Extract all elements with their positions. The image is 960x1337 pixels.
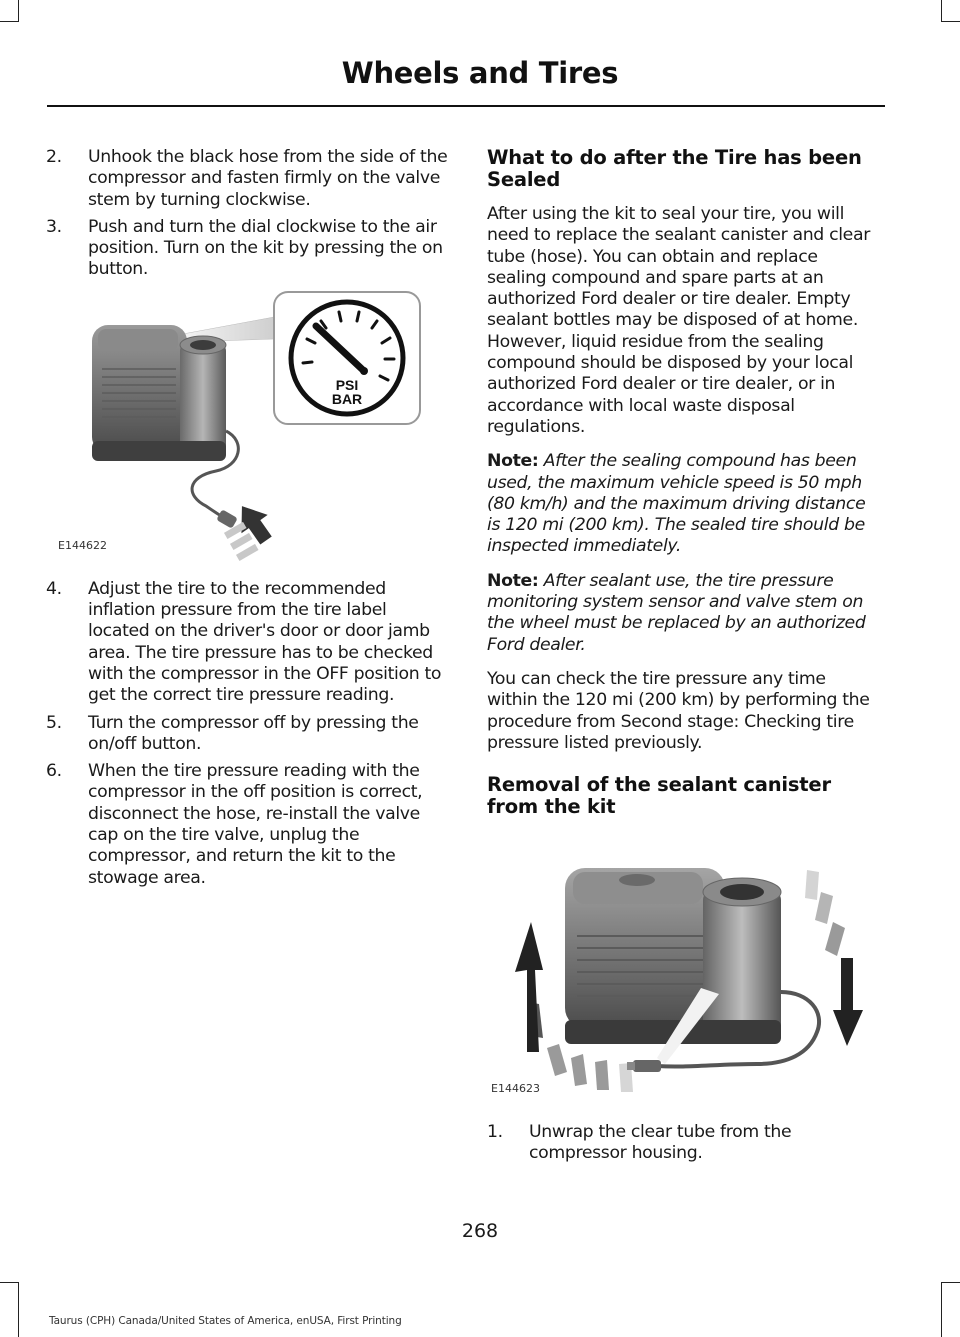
step-number: 1. [487,1122,503,1143]
figure-sealant-removal [487,852,881,1100]
figure-id: E144622 [58,538,107,552]
steps-list-right [487,1122,881,1165]
step-text: When the tire pressure reading with the compressor in the off position is correct, disconnect the hose, re-install the valve cap on the tire valve, unplug the compressor, and return the kit to the stowage area. [88,761,423,888]
list-item [46,579,448,707]
crop-mark [18,0,19,22]
gauge-bar-label: BAR [331,390,363,407]
footer-text: Taurus (CPH) Canada/United States of America, enUSA, First Printing [49,1315,402,1327]
body-paragraph: You can check the tire pressure any time within the 120 mi (200 km) by performing the procedure from Second stage: Checking tire pressure listed previously. [487,668,870,753]
steps-list-bottom [46,579,448,889]
page-title: Wheels and Tires [341,56,619,90]
compressor-gauge-illustration [46,291,446,563]
step-number: 6. [46,761,62,782]
note-label: Note: [487,451,539,472]
crop-mark [941,0,942,22]
step-number: 3. [46,216,62,237]
list-item [46,147,448,211]
crop-mark [18,1282,19,1337]
gauge-psi-label: PSI [335,376,359,393]
page-number: 268 [461,1220,499,1242]
steps-list-top [46,147,448,281]
section-heading: What to do after the Tire has been Sealed [487,146,862,191]
body-paragraph: After using the kit to seal your tire, you will need to replace the sealant canister and clear tube (hose). You can obtain and replace sealing compound and spare parts at an authorized Ford dealer or tire dealer. Empty sealant bottles may be disposed of at home. However, liquid residue from the sealing compound should be disposed by your local authorized Ford dealer or tire dealer, or in accordance with local waste disposal regulations. [487,204,870,437]
crop-mark [0,1282,19,1283]
list-item [46,713,448,756]
step-number: 4. [46,578,62,599]
figure-compressor-gauge [46,291,446,563]
left-column [46,147,448,895]
section-heading: Removal of the sealant canister from the kit [487,773,831,819]
sealant-removal-illustration [487,852,881,1100]
note-text: After sealant use, the tire pressure monitoring system sensor and valve stem on the wheel must be replaced by an authorized Ford dealer. [487,570,866,655]
step-text: Turn the compressor off by pressing the on/off button. [88,712,419,754]
note-label: Note: [487,570,539,591]
crop-mark [941,1282,942,1337]
step-text: Unwrap the clear tube from the compressor housing. [529,1122,792,1164]
step-text: Push and turn the dial clockwise to the air position. Turn on the kit by pressing the on button. [88,216,443,280]
crop-mark [941,1282,960,1283]
crop-mark [941,21,960,22]
note-text: After the sealing compound has been used, the maximum vehicle speed is 50 mph (80 km/h) and the maximum driving distance is 120 mi (200 km). The sealed tire should be inspected immediately. [487,451,866,557]
figure-id: E144623 [491,1082,540,1096]
note-paragraph [487,571,881,656]
list-item [46,761,448,889]
step-text: Unhook the black hose from the side of the compressor and fasten firmly on the valve stem by turning clockwise. [88,147,448,210]
step-number: 2. [46,147,62,167]
crop-mark [0,21,19,22]
header-rule [47,105,885,107]
right-column [487,147,881,1171]
step-number: 5. [46,712,62,733]
list-item [46,217,448,281]
list-item [487,1122,881,1165]
step-text: Adjust the tire to the recommended inflation pressure from the tire label located on the driver's door or door jamb area. The tire pressure has to be checked with the compressor in the OFF position to get the correct tire pressure reading. [88,578,442,706]
note-paragraph [487,451,881,557]
